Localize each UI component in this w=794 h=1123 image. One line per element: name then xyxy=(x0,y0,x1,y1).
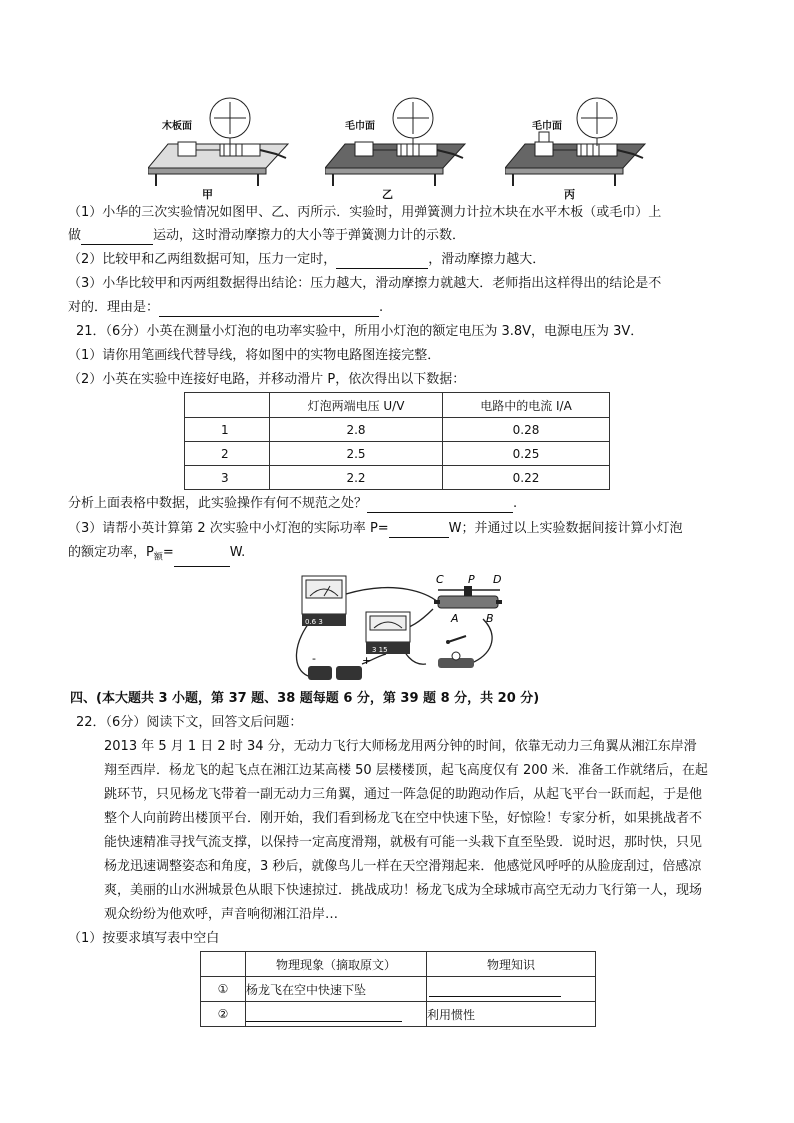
q20-answer-blank-1[interactable] xyxy=(81,230,153,245)
q22-part1: （1）按要求填写表中空白 xyxy=(68,931,220,946)
circuit-letter-a: A xyxy=(451,612,459,625)
table-header-cell: 电路中的电流 I/A xyxy=(443,393,610,418)
table-header-cell: 灯泡两端电压 U/V xyxy=(270,393,443,418)
q21-analysis-pre: 分析上面表格中数据，此实验操作有何不规范之处？ xyxy=(68,496,368,511)
table-header-row xyxy=(185,393,610,418)
battery-positive-label: + xyxy=(362,654,372,667)
table-cell: 2 xyxy=(185,442,270,466)
passage-line: 翔至西岸．杨龙飞的起飞点在湘江边某高楼 50 层楼楼顶，起飞高度仅有 200 米．准备工作就绪后，在起 xyxy=(104,763,708,778)
q21-answer-blank-1[interactable] xyxy=(367,498,513,513)
q20-part1-line1: （1）小华的三次实验情况如图甲、乙、丙所示．实验时，用弹簧测力计拉木块在水平木板（或毛巾）上 xyxy=(68,205,662,220)
q21-part3b-pre: 的额定功率，P xyxy=(68,545,154,560)
q21-analysis-line xyxy=(68,495,517,513)
ammeter xyxy=(302,576,346,626)
friction-figure-yi xyxy=(325,96,475,186)
table-header-cell xyxy=(201,952,246,977)
table-header-cell: 物理知识 xyxy=(427,952,596,977)
q22-intro: 22．（6分）阅读下文，回答文后问题： xyxy=(76,715,303,730)
table-cell: ① xyxy=(201,977,246,1002)
friction-figure-jia xyxy=(148,96,298,186)
q21-part3-pre: （3）请帮小英计算第 2 次实验中小灯泡的实际功率 P= xyxy=(68,521,389,536)
circuit-letter-p: P xyxy=(468,574,475,586)
q21-answer-blank-3[interactable] xyxy=(174,552,230,567)
passage-line: 跳环节，只见杨龙飞带着一副无动力三角翼，通过一阵急促的助跑动作后，从起飞平台一跃而起，于是他 xyxy=(104,787,703,802)
voltmeter xyxy=(366,612,410,654)
table-cell xyxy=(246,1002,427,1027)
passage-line: 观众纷纷为他欢呼，声音响彻湘江沿岸… xyxy=(104,907,339,922)
q21-part3-line1 xyxy=(68,520,683,538)
q21-part1: （1）请你用笔画线代替导线，将如图中的实物电路图连接完整． xyxy=(68,348,441,363)
friction-figure-bing xyxy=(505,96,655,186)
q21-part2: （2）小英在实验中连接好电路，并移动滑片 P，依次得出以下数据： xyxy=(68,372,466,387)
q20-part1-pre: 做 xyxy=(68,228,82,243)
q20-answer-blank-2[interactable] xyxy=(336,254,428,269)
ammeter-scale-label: 0.6 3 xyxy=(305,618,323,626)
q21-power-subscript: 额 xyxy=(153,552,163,563)
circuit-letter-c: C xyxy=(436,574,444,586)
passage-line: 2013 年 5 月 1 日 2 时 34 分，无动力飞行大师杨龙用两分钟的时间，依靠无动力三角翼从湘江东岸滑 xyxy=(104,739,697,754)
table-cell: 1 xyxy=(185,418,270,442)
figure-label-jia: 甲 xyxy=(202,188,213,201)
q21-part3-post: W；并通过以上实验数据间接计算小灯泡 xyxy=(448,521,683,536)
passage-line: 爽，美丽的山水洲城景色从眼下快速掠过．挑战成功！杨龙飞成为全球城市高空无动力飞行第一人，现场 xyxy=(104,883,703,898)
voltmeter-scale-label: 3 15 xyxy=(372,646,388,654)
table-row xyxy=(185,418,610,442)
q21-part3b-mid: = xyxy=(162,545,174,560)
q20-part3-line2 xyxy=(68,299,383,317)
q21-part3-line2 xyxy=(68,544,245,567)
table-header-row xyxy=(201,952,596,977)
battery-negative-label: - xyxy=(312,652,316,665)
q21-analysis-post: . xyxy=(513,496,518,511)
rheostat xyxy=(434,586,502,608)
q21-answer-blank-2[interactable] xyxy=(389,523,449,538)
table-cell xyxy=(427,977,596,1002)
table-cell: 3 xyxy=(185,466,270,490)
table-cell: ② xyxy=(201,1002,246,1027)
table-row xyxy=(185,442,610,466)
q20-part2-pre: （2）比较甲和乙两组数据可知，压力一定时， xyxy=(68,252,337,267)
table-cell: 0.25 xyxy=(443,442,610,466)
table-row xyxy=(201,977,596,1002)
section4-heading: 四、(本大题共 3 小题，第 37 题、38 题每题 6 分，第 39 题 8 分，共 20 分) xyxy=(70,691,540,706)
lamp xyxy=(438,652,474,668)
q20-part2-line xyxy=(68,251,545,269)
q20-part1-line2 xyxy=(68,227,465,245)
passage-line: 杨龙迅速调整姿态和角度，3 秒后，就像鸟儿一样在天空滑翔起来．他感觉风呼呼的从脸庞刮过，倍感凉 xyxy=(104,859,702,874)
table-row xyxy=(201,1002,596,1027)
q21-part3b-post: W. xyxy=(229,545,246,560)
surface-label-jia: 木板面 xyxy=(162,121,192,132)
q21-intro: 21．（6分）小英在测量小灯泡的电功率实验中，所用小灯泡的额定电压为 3.8V，电源电压为 3V． xyxy=(76,324,644,339)
table-cell: 0.28 xyxy=(443,418,610,442)
q20-part3-post: . xyxy=(379,300,384,315)
switch xyxy=(446,636,466,644)
table-cell: 2.2 xyxy=(270,466,443,490)
q22-table xyxy=(200,951,596,1027)
circuit-letter-b: B xyxy=(486,612,494,625)
passage-line: 整个人向前跨出楼顶平台．刚开始，我们看到杨龙飞在空中快速下坠，好惊险！专家分析，如果挑战者不 xyxy=(104,811,703,826)
figure-label-bing: 丙 xyxy=(564,188,575,201)
table-cell: 利用惯性 xyxy=(427,1002,596,1027)
q20-part1-post: 运动，这时滑动摩擦力的大小等于弹簧测力计的示数． xyxy=(153,228,466,243)
table-cell: 杨龙飞在空中快速下坠 xyxy=(246,977,427,1002)
table-header-cell: 物理现象（摘取原文） xyxy=(246,952,427,977)
q20-part3-line1: （3）小华比较甲和丙两组数据得出结论：压力越大，滑动摩擦力就越大．老师指出这样得出的结论是不 xyxy=(68,276,662,291)
table-cell: 0.22 xyxy=(443,466,610,490)
q22-answer-blank-1[interactable] xyxy=(429,982,561,997)
surface-label-bing: 毛巾面 xyxy=(532,121,562,132)
surface-label-yi: 毛巾面 xyxy=(345,121,375,132)
table-cell: 2.8 xyxy=(270,418,443,442)
q20-part3-pre: 对的．理由是： xyxy=(68,300,160,315)
figure-label-yi: 乙 xyxy=(382,188,393,201)
battery-pack xyxy=(308,652,371,680)
circuit-letter-d: D xyxy=(493,574,502,586)
q20-answer-blank-3[interactable] xyxy=(159,302,379,317)
table-row xyxy=(185,466,610,490)
passage-line: 能快速精准寻找气流支撑，以保持一定高度滑翔，就极有可能一头栽下直至坠毁．说时迟，那时快，只见 xyxy=(104,835,703,850)
q21-data-table xyxy=(184,392,610,490)
table-header-cell xyxy=(185,393,270,418)
q20-part2-post: ，滑动摩擦力越大． xyxy=(428,252,546,267)
q22-answer-blank-2[interactable] xyxy=(246,1007,402,1022)
table-cell: 2.5 xyxy=(270,442,443,466)
circuit-diagram xyxy=(288,574,518,686)
